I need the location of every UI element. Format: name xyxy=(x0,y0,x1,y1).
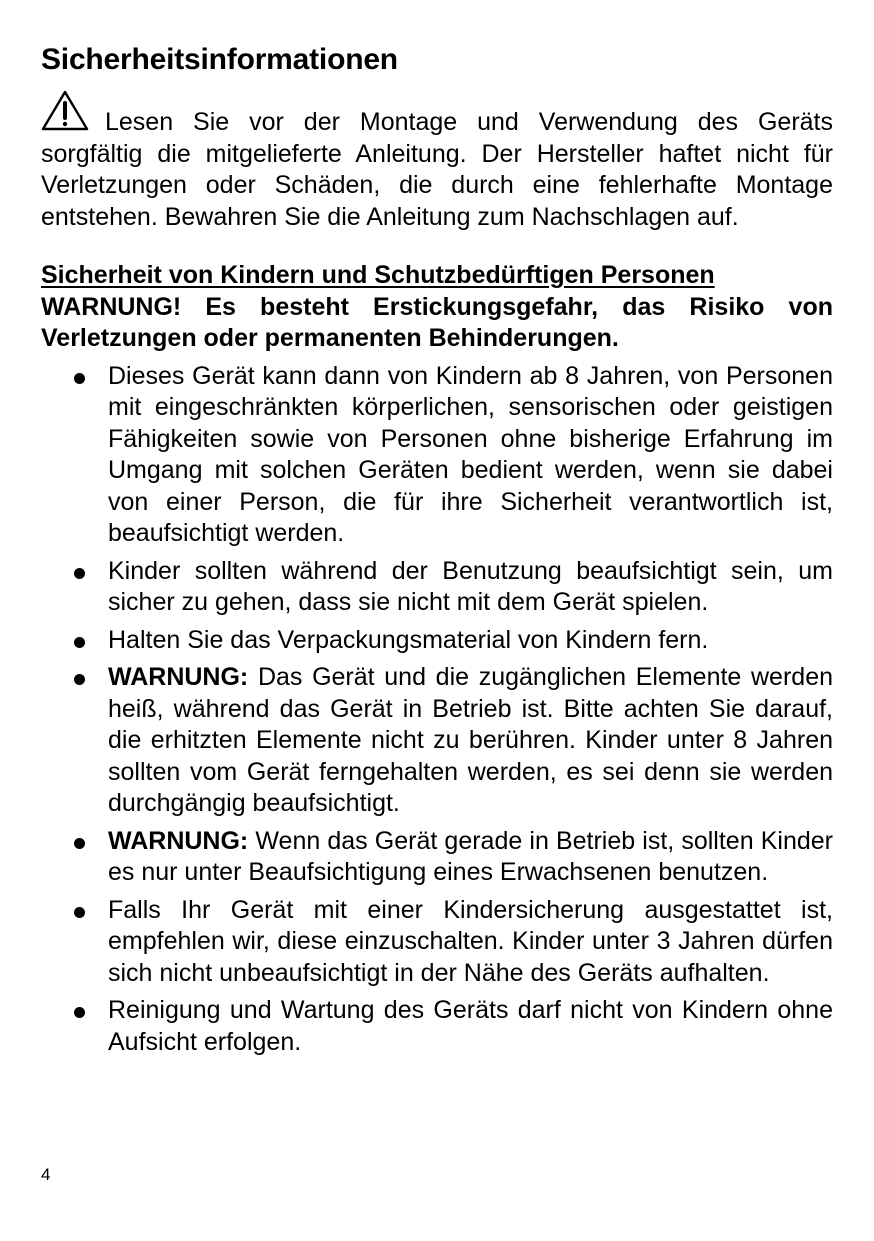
item-text: Das Gerät und die zugänglichen Elemente werden heiß, während das Gerät in Betrieb ist. Bitte achten Sie darauf, die erhitzten Elemente nicht zu berühren. Kinder unter 8 Jahren sollten vom Gerät ferngehalten werden, es sei denn sie werden durchgängig beaufsichtigt. xyxy=(108,663,833,817)
item-text: Falls Ihr Gerät mit einer Kindersicherung ausgestattet ist, empfehlen wir, diese einzuschalten. Kinder unter 3 Jahren dürfen sich nicht unbeaufsichtigt in der Nähe des Geräts aufhalten. xyxy=(108,895,833,987)
bullet-icon xyxy=(74,838,85,849)
item-text: Reinigung und Wartung des Geräts darf nicht von Kindern ohne Aufsicht erfolgen. xyxy=(108,996,833,1056)
bullet-icon xyxy=(74,637,85,648)
list-item xyxy=(108,826,833,889)
warning-statement: WARNUNG! Es besteht Erstickungsgefahr, das Risiko von Verletzungen oder permanenten Behinderungen. xyxy=(41,292,833,352)
bullet-icon xyxy=(74,373,85,384)
warning-triangle-icon xyxy=(41,90,89,132)
item-lead: WARNUNG: xyxy=(108,826,249,855)
list-item xyxy=(108,662,833,820)
intro-text: Lesen Sie vor der Montage und Verwendung des Geräts sorgfältig die mitgelieferte Anleitung. Der Hersteller haftet nicht für Verletzungen oder Schäden, die durch eine fehlerhafte Montage entstehen. Bewahren Sie die Anleitung zum Nachschlagen auf. xyxy=(41,108,833,231)
item-text: Halten Sie das Verpackungsmaterial von Kindern fern. xyxy=(108,625,709,654)
page-title: Sicherheitsinformationen xyxy=(41,43,398,76)
list-item xyxy=(108,625,833,657)
safety-list xyxy=(41,361,833,1059)
list-item xyxy=(108,361,833,550)
page-number: 4 xyxy=(41,1165,51,1184)
list-item xyxy=(108,556,833,619)
bullet-icon xyxy=(74,568,85,579)
intro-paragraph xyxy=(41,90,833,233)
item-text: Wenn das Gerät gerade in Betrieb ist, sollten Kinder es nur unter Beaufsichtigung eines Erwachsenen benutzen. xyxy=(108,826,833,886)
bullet-icon xyxy=(74,907,85,918)
list-item xyxy=(108,895,833,990)
document-page xyxy=(41,38,833,1064)
bullet-icon xyxy=(74,674,85,685)
section-heading: Sicherheit von Kindern und Schutzbedürftigen Personen xyxy=(41,261,715,289)
list-item xyxy=(108,995,833,1058)
item-text: Kinder sollten während der Benutzung beaufsichtigt sein, um sicher zu gehen, dass sie nicht mit dem Gerät spielen. xyxy=(108,556,833,616)
item-lead: WARNUNG: xyxy=(108,663,249,691)
item-text: Dieses Gerät kann dann von Kindern ab 8 Jahren, von Personen mit eingeschränkten körperlichen, sensorischen oder geistigen Fähigkeiten sowie von Personen ohne bisherige Erfahrung im Umgang mit solchen Geräten bedient werden, wenn sie dabei von einer Person, die für ihre Sicherheit verantwortlich ist, beaufsichtigt werden. xyxy=(108,361,833,547)
bullet-icon xyxy=(74,1007,85,1018)
